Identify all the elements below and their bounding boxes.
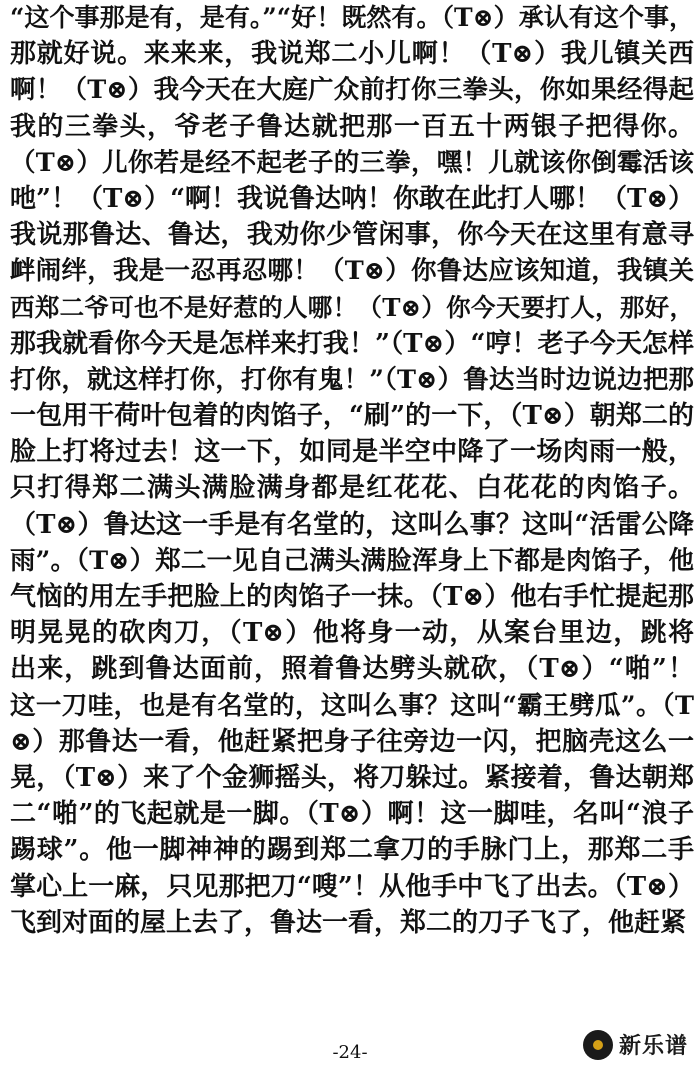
- text-line: 脸上打将过去！这一下，如同是半空中降了一场肉雨一般，: [10, 437, 694, 468]
- text-line: “这个事那是有，是有。”“好！既然有。（T⊗）承认有这个事，: [10, 3, 694, 32]
- text-line: 掌心上一麻，只见那把刀“嗖”！从他手中飞了出去。（T⊗）: [10, 871, 694, 902]
- text-line: （T⊗）儿你若是经不起老子的三拳，嘿！儿就该你倒霉活该: [10, 147, 694, 178]
- text-line: 啊！（T⊗）我今天在大庭广众前打你三拳头，你如果经得起: [10, 75, 694, 106]
- text-line: 只打得郑二满头满脸满身都是红花花、白花花的肉馅子。: [10, 473, 694, 504]
- text-line: 这一刀哇，也是有名堂的，这叫么事？这叫“霸王劈瓜”。（T: [10, 690, 694, 721]
- text-line: 我的三拳头，爷老子鲁达就把那一百五十两银子把得你。: [10, 111, 694, 142]
- text-line: 踢球”。他一脚神神的踢到郑二拿刀的手脉门上，那郑二手: [10, 835, 694, 866]
- text-line: 吔”！（T⊗）“啊！我说鲁达呐！你敢在此打人哪！（T⊗）: [10, 183, 694, 214]
- text-line: 我说那鲁达、鲁达，我劝你少管闲事，你今天在这里有意寻: [10, 220, 694, 251]
- text-line: 出来，跳到鲁达面前，照着鲁达劈头就砍，（T⊗）“啪”！: [10, 654, 694, 685]
- text-line: 气恼的用左手把脸上的肉馅子一抹。（T⊗）他右手忙提起那: [10, 582, 694, 612]
- text-line: 打你，就这样打你，打你有鬼！”（T⊗）鲁达当时边说边把那: [10, 364, 694, 395]
- text-line: 衅闹绊，我是一忍再忍哪！（T⊗）你鲁达应该知道，我镇关: [10, 256, 694, 287]
- text-line: ⊗）那鲁达一看，他赶紧把身子往旁边一闪，把脑壳这么一: [10, 726, 694, 757]
- body-text: [10, 0, 694, 941]
- page-number: -24-: [332, 1042, 368, 1063]
- text-line: 雨”。（T⊗）郑二一见自己满头满脸浑身上下都是肉馅子，他: [10, 545, 694, 576]
- record-disc-icon: [583, 1030, 613, 1060]
- watermark-text: 新乐谱: [618, 1034, 688, 1059]
- text-line: 飞到对面的屋上去了，鲁达一看，郑二的刀子飞了，他赶紧: [10, 907, 687, 938]
- text-line: 晃，（T⊗）来了个金狮摇头，将刀躲过。紧接着，鲁达朝郑: [10, 762, 694, 793]
- text-line: （T⊗）鲁达这一手是有名堂的，这叫么事？这叫“活雷公降: [10, 509, 694, 540]
- text-line: 明晃晃的砍肉刀，（T⊗）他将身一动，从案台里边，跳将: [10, 618, 694, 649]
- text-line: 那我就看你今天是怎样来打我！”（T⊗）“哼！老子今天怎样: [10, 328, 694, 359]
- text-line: 一包用干荷叶包着的肉馅子，“刷”的一下，（T⊗）朝郑二的: [10, 401, 694, 432]
- text-line: 那就好说。来来来，我说郑二小儿啊！（T⊗）我儿镇关西: [10, 39, 694, 70]
- text-line: 二“啪”的飞起就是一脚。（T⊗）啊！这一脚哇，名叫“浪子: [10, 799, 694, 830]
- text-line: 西郑二爷可也不是好惹的人哪！（T⊗）你今天要打人，那好，: [10, 292, 694, 322]
- site-watermark: [579, 1027, 692, 1062]
